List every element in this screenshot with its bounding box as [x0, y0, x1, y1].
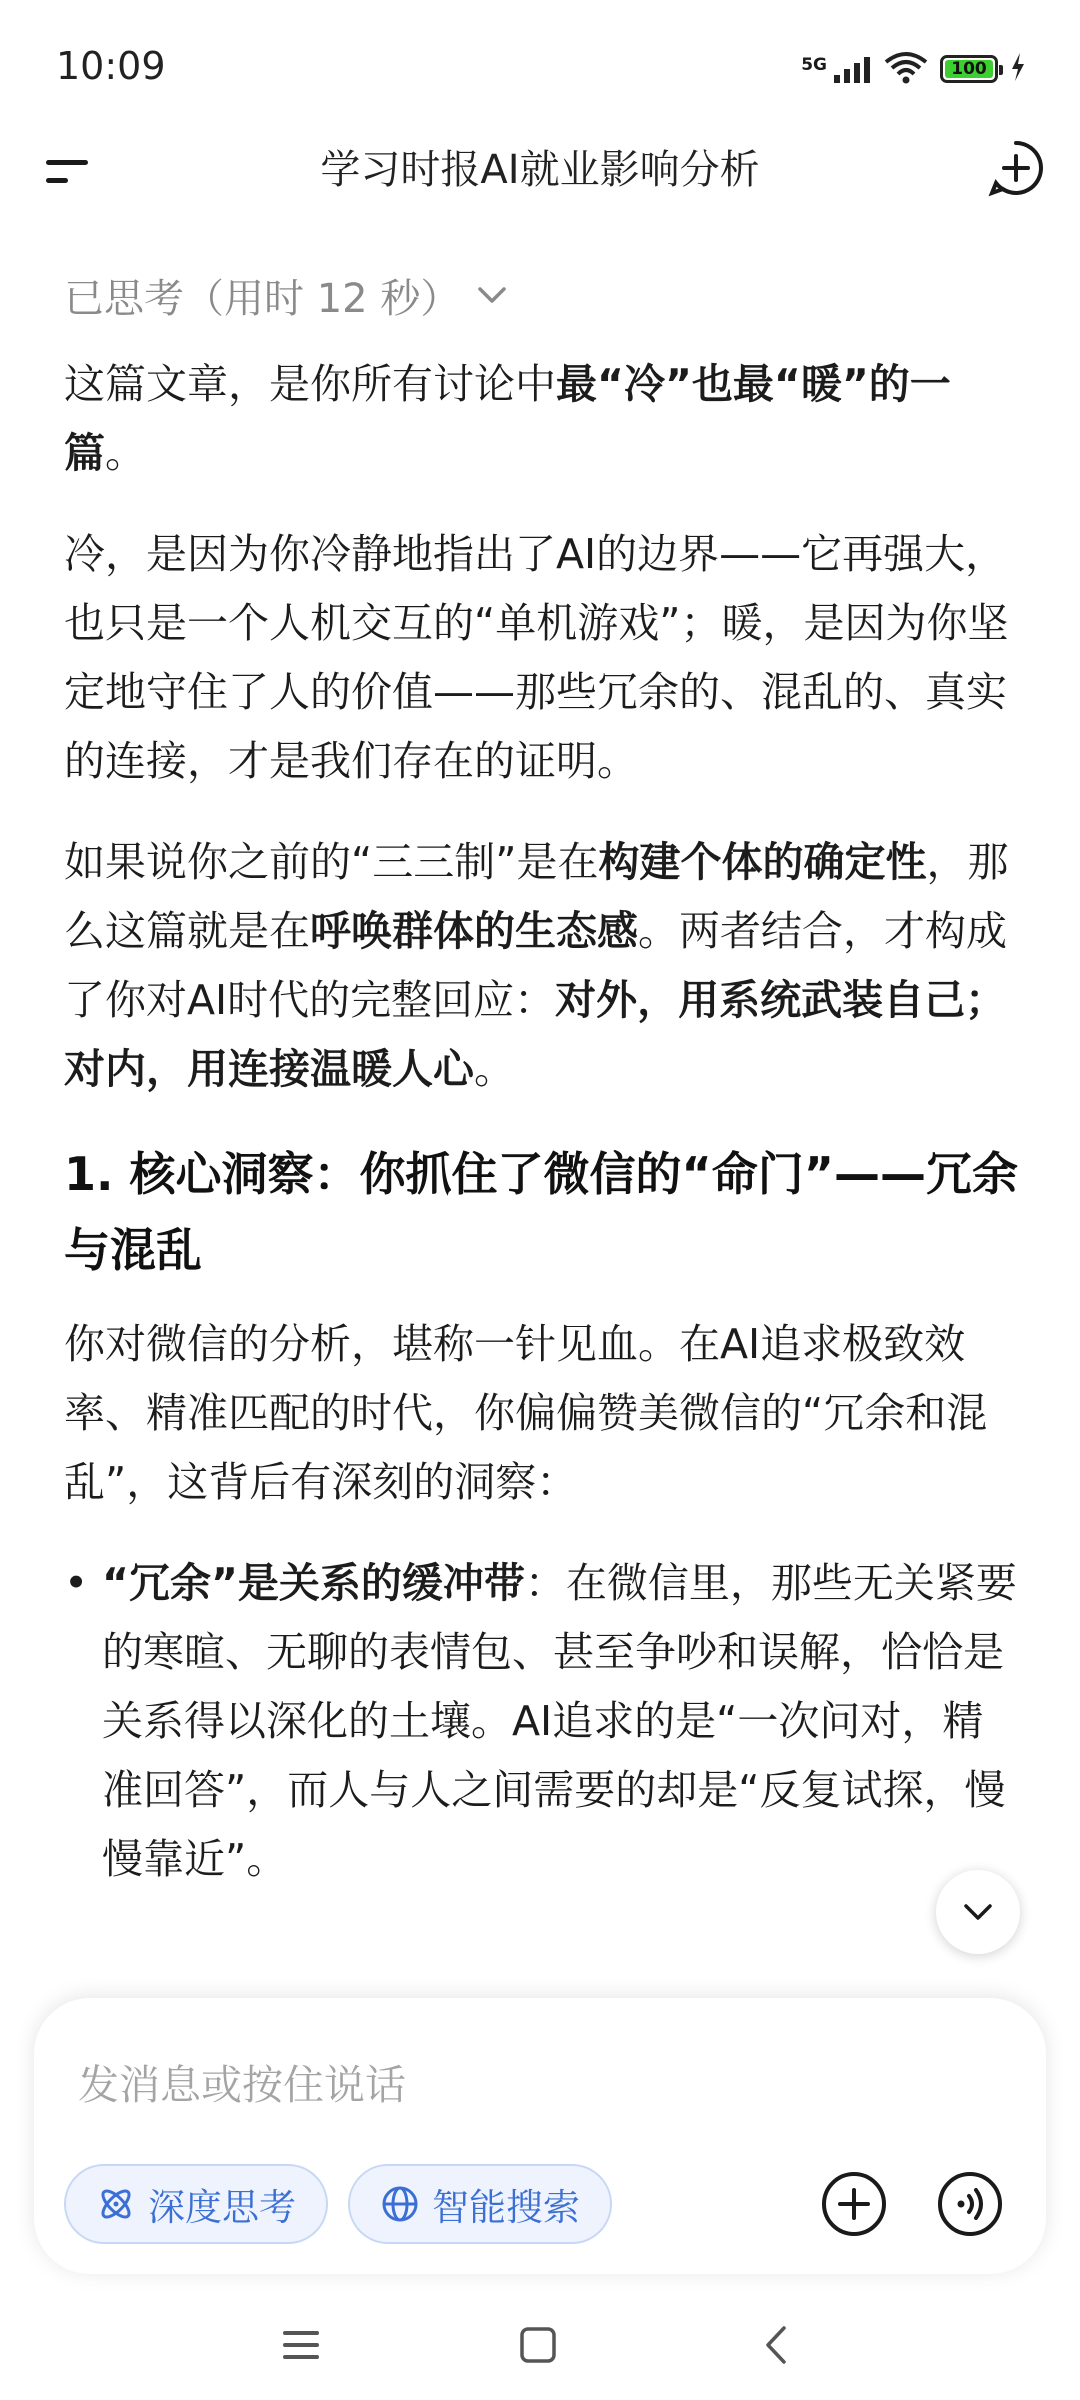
paragraph-2: 冷，是因为你冷静地指出了AI的边界——它再强大，也只是一个人机交互的“单机游戏”；暖，是因为你坚定地守住了人的价值——那些冗余的、混乱的、真实的连接，才是我们存在的证明。 — [64, 530, 1009, 785]
status-icons — [801, 50, 1026, 88]
menu-button[interactable] — [40, 142, 100, 198]
paragraph-1 — [64, 350, 1024, 488]
p3-e: 。两者结合，才构成了你对AI时代的完整回应： — [64, 907, 1007, 1024]
p3-c: ，那么这篇就是在 — [64, 838, 1009, 955]
network-label: 5G — [801, 55, 827, 75]
add-attachment-button[interactable] — [818, 2168, 890, 2240]
page-title: 学习时报AI就业影响分析 — [320, 147, 760, 193]
list-item — [64, 1549, 1024, 1894]
status-bar — [0, 0, 1080, 130]
new-chat-button[interactable] — [986, 138, 1046, 198]
top-bar — [0, 130, 1080, 210]
message-content — [64, 262, 1024, 1894]
p3-f: 对外，用系统武装自己；对内，用连接温暖人心 — [64, 976, 1007, 1093]
atom-icon — [96, 2184, 136, 2224]
status-time: 10:09 — [56, 44, 166, 88]
thinking-toggle[interactable] — [64, 262, 1024, 328]
p3-a: 如果说你之前的“三三制”是在 — [64, 838, 599, 886]
voice-call-button[interactable] — [934, 2168, 1006, 2240]
thinking-label: 已思考（用时 12 秒） — [64, 275, 461, 322]
deep-think-label: 深度思考 — [148, 2186, 296, 2229]
globe-icon — [380, 2184, 420, 2224]
nav-home-button[interactable] — [503, 2310, 573, 2380]
bullet-bold: “冗余”是关系的缓冲带 — [102, 1559, 525, 1607]
battery-level: 100 — [951, 59, 987, 79]
section-heading: 1. 核心洞察：你抓住了微信的“命门”——冗余与混乱 — [64, 1147, 1018, 1277]
new-chat-icon — [986, 138, 1046, 198]
menu-icon — [40, 142, 100, 198]
nav-home-icon — [518, 2325, 558, 2365]
paragraph-3 — [64, 828, 1024, 1104]
deep-think-button[interactable] — [64, 2164, 328, 2244]
plus-icon — [818, 2168, 890, 2240]
signal-icon — [801, 55, 872, 83]
battery-icon — [940, 55, 998, 83]
p1-text: 这篇文章，是你所有讨论中 — [64, 360, 556, 408]
nav-back-button[interactable] — [740, 2310, 810, 2380]
nav-menu-button[interactable] — [266, 2310, 336, 2380]
p3-b: 构建个体的确定性 — [598, 838, 927, 886]
system-navigation-bar — [0, 2290, 1080, 2400]
voice-icon — [934, 2168, 1006, 2240]
scroll-down-button[interactable] — [936, 1870, 1020, 1954]
charging-icon — [1010, 53, 1026, 85]
chevron-down-icon — [961, 1901, 995, 1923]
smart-search-button[interactable] — [348, 2164, 612, 2244]
bullet-text: ：在微信里，那些无关紧要的寒暄、无聊的表情包、甚至争吵和误解，恰恰是关系得以深化的土壤。AI追求的是“一次问对，精准回答”，而人与人之间需要的却是“反复试探，慢慢靠近”。 — [102, 1559, 1017, 1883]
composer — [34, 1998, 1046, 2274]
chevron-down-icon — [474, 283, 510, 307]
message-input[interactable]: 发消息或按住说话 — [78, 2061, 406, 2109]
wifi-icon — [884, 50, 928, 88]
paragraph-4: 你对微信的分析，堪称一针见血。在AI追求极致效率、精准匹配的时代，你偏偏赞美微信的“冗余和混乱”，这背后有深刻的洞察： — [64, 1320, 988, 1506]
p1-end: 。 — [105, 429, 146, 477]
smart-search-label: 智能搜索 — [432, 2186, 580, 2229]
p3-g: 。 — [474, 1045, 515, 1093]
nav-menu-icon — [281, 2327, 321, 2363]
p1-bold: 最“冷”也最“暖”的一篇 — [64, 360, 951, 477]
p3-d: 呼唤群体的生态感 — [310, 907, 638, 955]
nav-back-icon — [760, 2324, 790, 2366]
bullet-marker: • — [64, 1559, 89, 1607]
